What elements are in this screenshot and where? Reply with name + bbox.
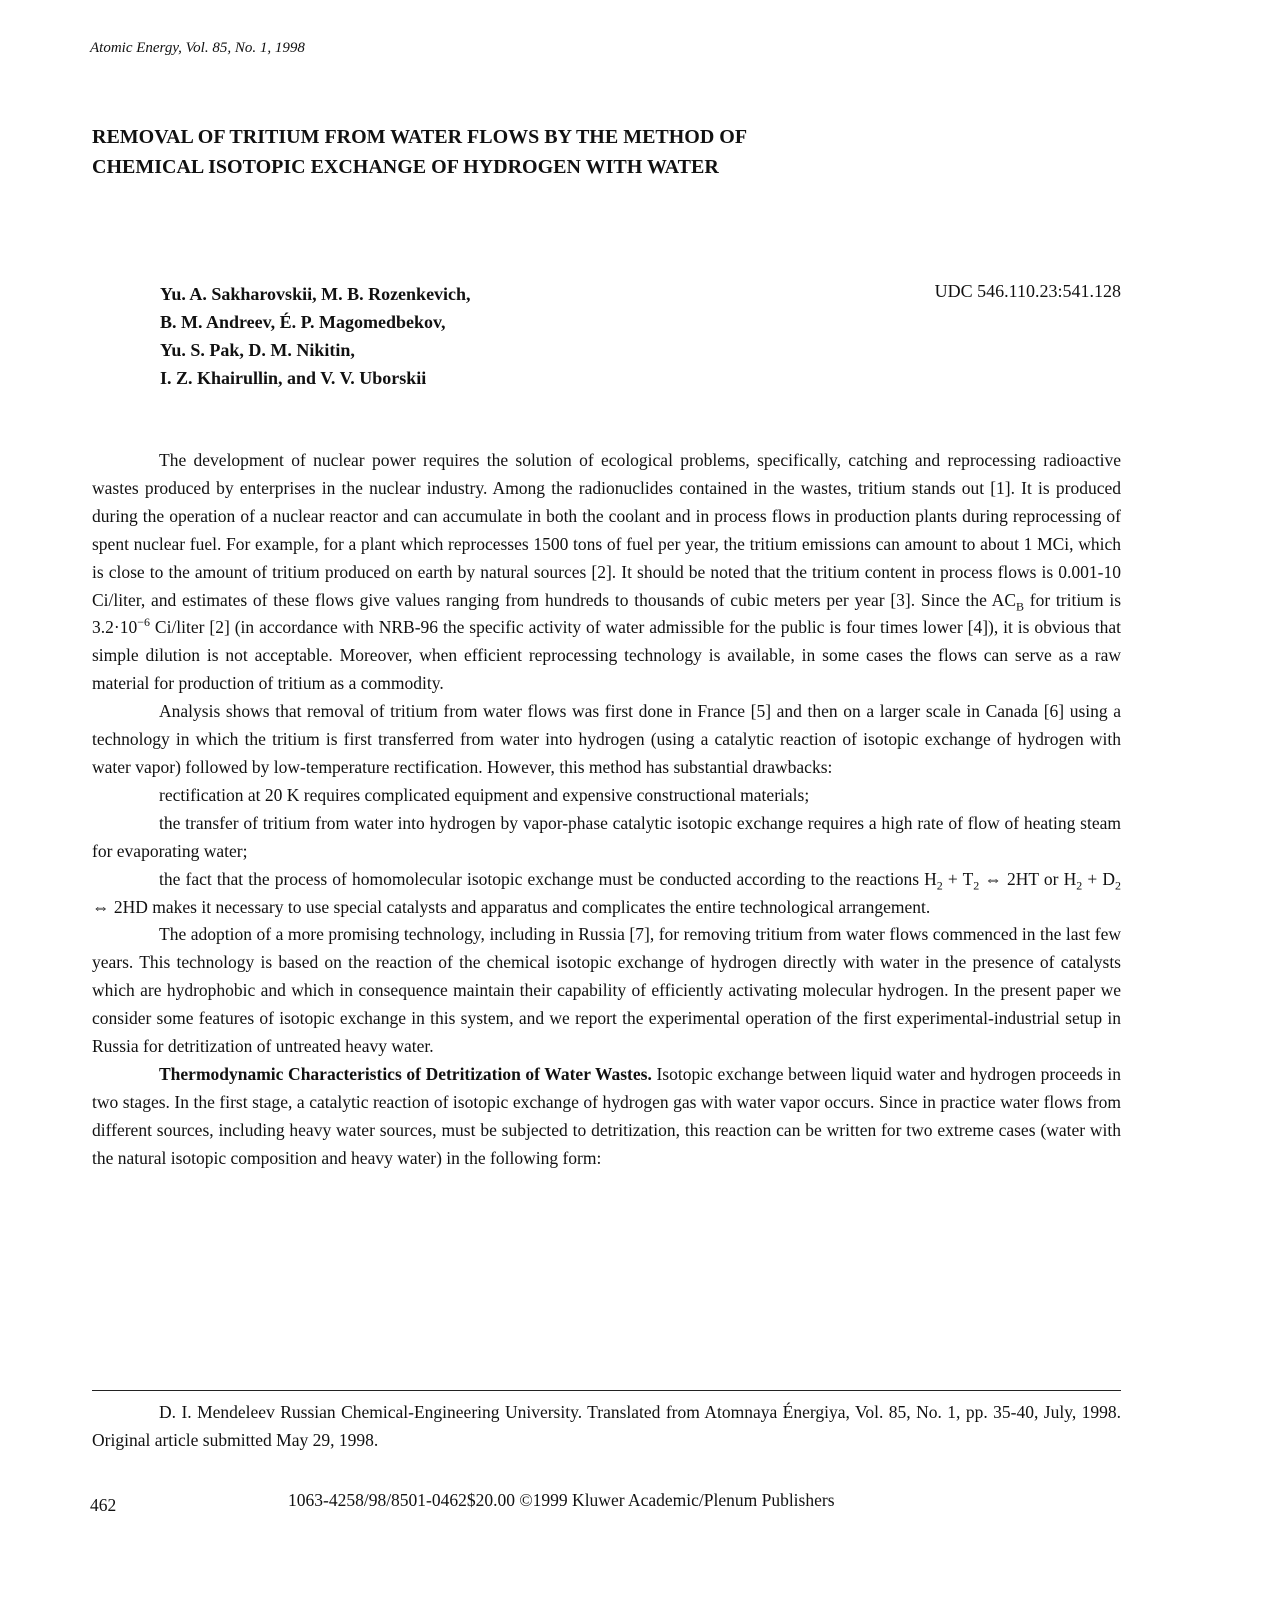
drawback-item — [92, 866, 1121, 922]
subscript: B — [1016, 599, 1025, 614]
title-line-1: REMOVAL OF TRITIUM FROM WATER FLOWS BY THE METHOD OF — [92, 126, 748, 148]
title-line-2: CHEMICAL ISOTOPIC EXCHANGE OF HYDROGEN WITH WATER — [92, 156, 719, 178]
copyright-line: 1063-4258/98/8501-0462$20.00 ©1999 Kluwer Academic/Plenum Publishers — [288, 1490, 835, 1510]
author-line: Yu. A. Sakharovskii, M. B. Rozenkevich, — [160, 284, 471, 304]
author-list — [160, 280, 760, 392]
article-title — [92, 122, 992, 182]
subscript: 2 — [1076, 878, 1083, 893]
drawback-item: rectification at 20 K requires complicated equipment and expensive constructional materials; — [159, 784, 810, 805]
subscript: 2 — [973, 878, 980, 893]
superscript: −6 — [137, 615, 150, 630]
text-run: The development of nuclear power requires the solution of ecological problems, specifically, catching and reprocessing radioactive wastes produced by enterprises in the nuclear industry. Among the radionuclides contained in the wastes, tritium stands out [1]. It is produced during the operation of a nuclear reactor and can accumulate in both the coolant and in process flows in production plants during reprocessing of spent nuclear fuel. For example, for a plant which reprocesses 1500 tons of fuel per year, the tritium emissions can amount to about 1 MCi, which is close to the amount of tritium produced on earth by natural sources [2]. It should be noted that the tritium content in process flows is 0.001-10 Ci/liter, and estimates of these flows give values ranging from hundreds to thousands of cubic meters per year [3]. Since the AC — [92, 450, 1121, 610]
journal-header: Atomic Energy, Vol. 85, No. 1, 1998 — [90, 40, 305, 56]
paragraph-thermodynamics — [92, 1061, 1121, 1173]
footnote — [92, 1398, 1121, 1454]
author-line: B. M. Andreev, É. P. Magomedbekov, — [160, 312, 446, 332]
text-run: ⇔ 2HD makes it necessary to use special catalysts and apparatus and complicates the entire technological arrangement. — [92, 896, 931, 917]
article-body — [92, 447, 1121, 1173]
section-heading: Thermodynamic Characteristics of Detritization of Water Wastes. — [159, 1063, 652, 1084]
text-run: Isotopic exchange between liquid water and hydrogen proceeds in two stages. In the first stage, a catalytic reaction of isotopic exchange of hydrogen gas with water vapor occurs. Since in practice water flows from different sources, including heavy water sources, must be subjected to detritization, this reaction can be written for two extreme cases (water with the natural isotopic composition and heavy water) in the following form: — [92, 1063, 1121, 1168]
paragraph-intro — [92, 447, 1121, 698]
author-line: Yu. S. Pak, D. M. Nikitin, — [160, 340, 355, 360]
subscript: 2 — [936, 878, 943, 893]
author-line: I. Z. Khairullin, and V. V. Uborskii — [160, 368, 427, 388]
text-run: + D — [1082, 868, 1115, 889]
paragraph-analysis: Analysis shows that removal of tritium from water flows was first done in France [5] and then on a larger scale in Canada [6] using a technology in which the tritium is first transferred from water into hydrogen (using a catalytic reaction of isotopic exchange of hydrogen with water vapor) followed by low-temperature rectification. However, this method has substantial drawbacks: — [92, 701, 1121, 777]
text-run: the fact that the process of homomolecular isotopic exchange must be conducted according to the reactions H — [159, 868, 937, 889]
drawback-item: the transfer of tritium from water into hydrogen by vapor-phase catalytic isotopic exchange requires a high rate of flow of heating steam for evaporating water; — [92, 812, 1121, 861]
text-run: for tritium is 3.2·10 — [92, 589, 1122, 638]
subscript: 2 — [1114, 878, 1121, 893]
text-run: Ci/liter [2] (in accordance with NRB-96 the specific activity of water admissible for the public is four times lower [4]), it is obvious that simple dilution is not acceptable. Moreover, when efficient reprocessing technology is available, in some cases the flows can serve as a raw material for production of tritium as a commodity. — [92, 617, 1121, 694]
page-number: 462 — [90, 1495, 117, 1515]
footnote-divider — [92, 1390, 1121, 1391]
text-run: + T — [942, 868, 974, 889]
text-run: ⇔ 2HT or H — [979, 868, 1077, 889]
udc-code: UDC 546.110.23:541.128 — [934, 281, 1121, 301]
footnote-text: D. I. Mendeleev Russian Chemical-Engineering University. Translated from Atomnaya Énergiya, Vol. 85, No. 1, pp. 35-40, July, 1998. Original article submitted May 29, 1998. — [92, 1402, 1121, 1450]
paragraph-technology: The adoption of a more promising technology, including in Russia [7], for removing tritium from water flows commenced in the last few years. This technology is based on the reaction of the chemical isotopic exchange of hydrogen directly with water in the presence of catalysts which are hydrophobic and which in consequence maintain their capability of efficiently activating molecular hydrogen. In the present paper we consider some features of isotopic exchange in this system, and we report the experimental operation of the first experimental-industrial setup in Russia for detritization of untreated heavy water. — [92, 924, 1121, 1057]
